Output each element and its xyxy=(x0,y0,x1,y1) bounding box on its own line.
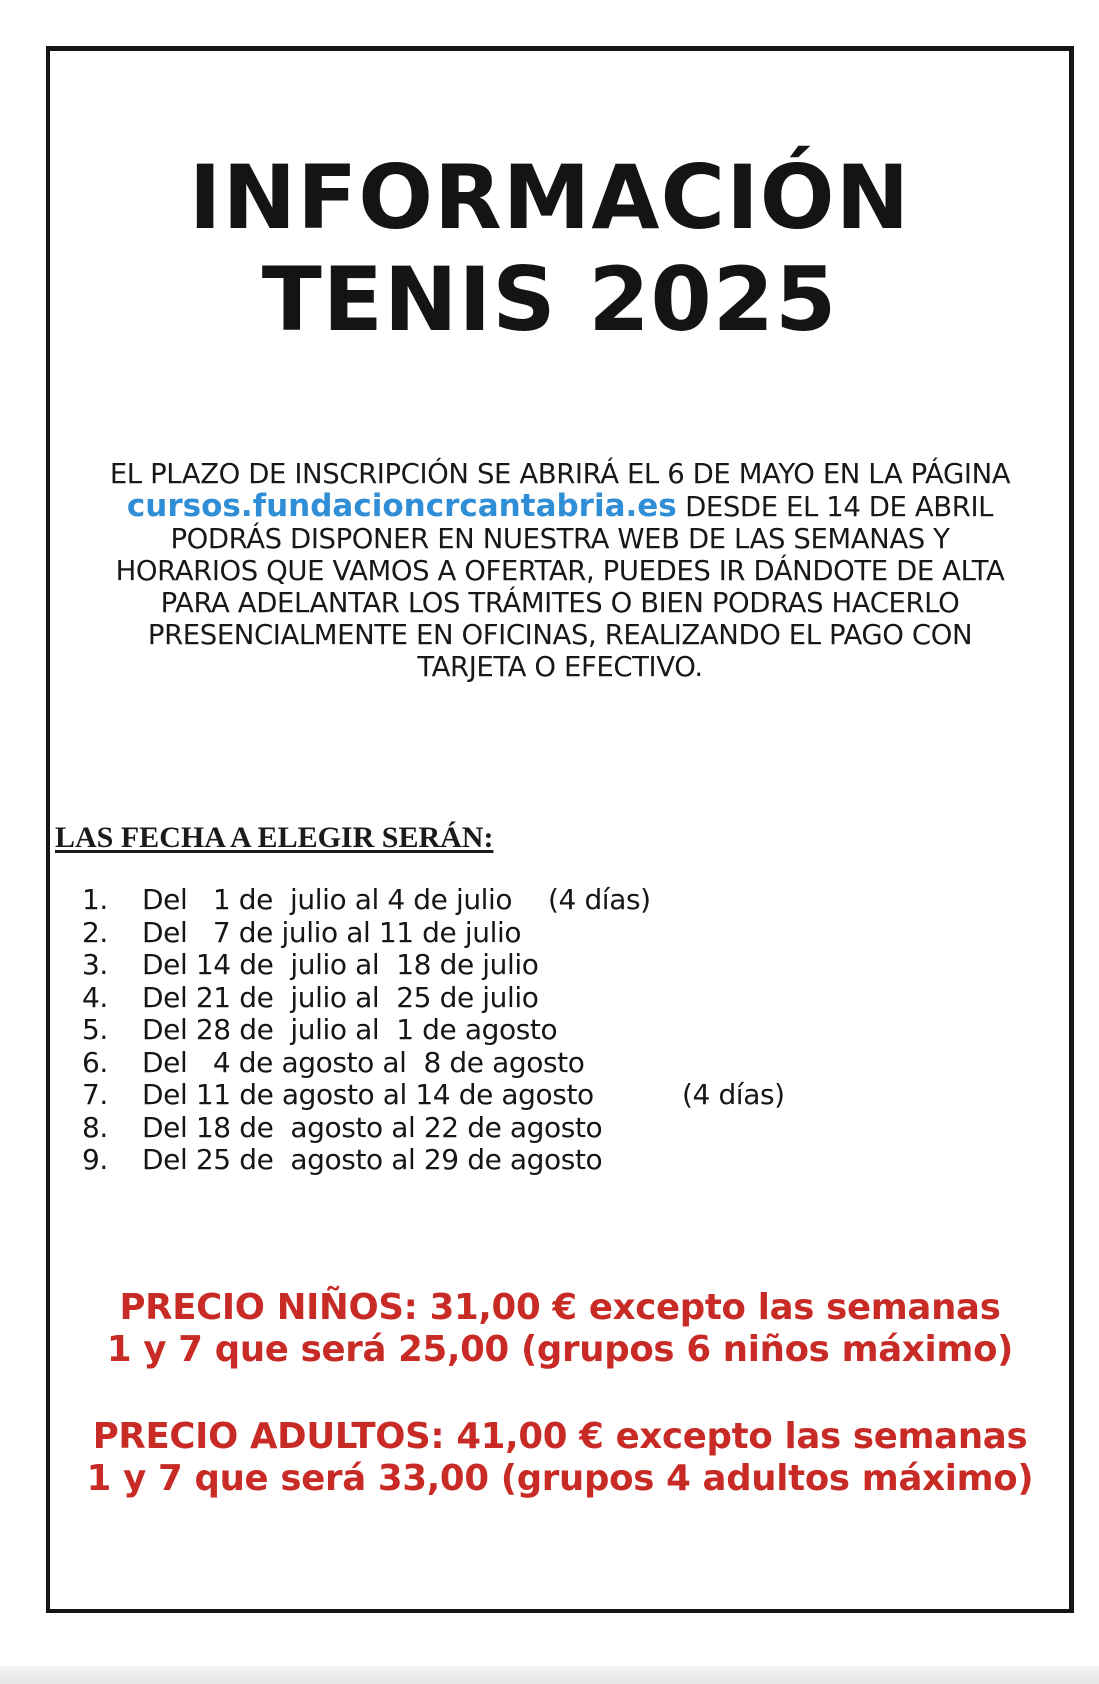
week-dates: Del 21 de julio al 25 de julio xyxy=(142,980,539,1014)
dates-heading: LAS FECHA A ELEGIR SERÁN: xyxy=(55,821,494,854)
intro-line-7: TARJETA O EFECTIVO. xyxy=(417,651,703,683)
week-item-2 xyxy=(82,917,602,950)
week-item-3 xyxy=(82,949,602,982)
courses-website-link[interactable]: cursos.fundacioncrcantabria.es xyxy=(126,488,677,524)
week-item-4 xyxy=(82,982,602,1015)
week-dates: Del 1 de julio al 4 de julio xyxy=(142,883,513,916)
week-number: 3. xyxy=(82,948,108,981)
week-number: 1. xyxy=(82,883,108,916)
intro-line-2 xyxy=(60,490,1060,523)
week-item-6 xyxy=(82,1047,602,1080)
adults-price-line-2: 1 y 7 que será 33,00 (grupos 4 adultos máximo) xyxy=(86,1458,1034,1499)
adults-price-line-1: PRECIO ADULTOS: 41,00 € excepto las semanas xyxy=(92,1416,1028,1457)
week-item-5 xyxy=(82,1014,602,1047)
week-number: 7. xyxy=(82,1078,108,1111)
week-dates: Del 14 de julio al 18 de julio xyxy=(142,948,539,981)
week-item-1 xyxy=(82,883,651,917)
week-dates: Del 18 de agosto al 22 de agosto xyxy=(142,1110,603,1144)
week-dates: Del 25 de agosto al 29 de agosto xyxy=(142,1143,603,1176)
week-item-8 xyxy=(82,1112,602,1145)
intro-line-6: PRESENCIALMENTE EN OFICINAS, REALIZANDO EL PAGO CON xyxy=(147,619,973,651)
intro-line-1: EL PLAZO DE INSCRIPCIÓN SE ABRIRÁ EL 6 DE MAYO EN LA PÁGINA xyxy=(109,458,1011,490)
week-dates: Del 7 de julio al 11 de julio xyxy=(142,915,522,949)
scan-bottom-edge xyxy=(0,1666,1099,1684)
week-number: 9. xyxy=(82,1143,108,1176)
week-dates: Del 4 de agosto al 8 de agosto xyxy=(142,1045,585,1079)
kids-price xyxy=(40,1287,1080,1371)
week-note: (4 días) xyxy=(682,1078,785,1111)
week-number: 8. xyxy=(82,1110,108,1144)
week-item-7 xyxy=(82,1078,785,1112)
week-dates: Del 11 de agosto al 14 de agosto xyxy=(142,1078,594,1111)
intro-line-3: PODRÁS DISPONER EN NUESTRA WEB DE LAS SEMANAS Y xyxy=(170,523,950,555)
week-note: (4 días) xyxy=(548,883,651,916)
week-list xyxy=(82,883,785,1177)
week-number: 5. xyxy=(82,1013,108,1046)
poster-title-line-2: TENIS 2025 xyxy=(261,248,838,351)
poster-title-line-1: INFORMACIÓN xyxy=(188,146,911,249)
week-dates: Del 28 de julio al 1 de agosto xyxy=(142,1013,558,1046)
week-item-9 xyxy=(82,1144,602,1177)
week-number: 6. xyxy=(82,1045,108,1079)
intro-line-5: PARA ADELANTAR LOS TRÁMITES O BIEN PODRAS HACERLO xyxy=(160,587,960,619)
week-number: 2. xyxy=(82,915,108,949)
registration-info xyxy=(60,458,1060,683)
adults-price xyxy=(40,1416,1080,1500)
intro-line-2-text: DESDE EL 14 DE ABRIL xyxy=(676,491,994,523)
kids-price-line-2: 1 y 7 que será 25,00 (grupos 6 niños máximo) xyxy=(106,1329,1014,1370)
week-number: 4. xyxy=(82,980,108,1014)
intro-line-4: HORARIOS QUE VAMOS A OFERTAR, PUEDES IR DÁNDOTE DE ALTA xyxy=(115,555,1005,587)
kids-price-line-1: PRECIO NIÑOS: 31,00 € excepto las semanas xyxy=(119,1287,1001,1328)
